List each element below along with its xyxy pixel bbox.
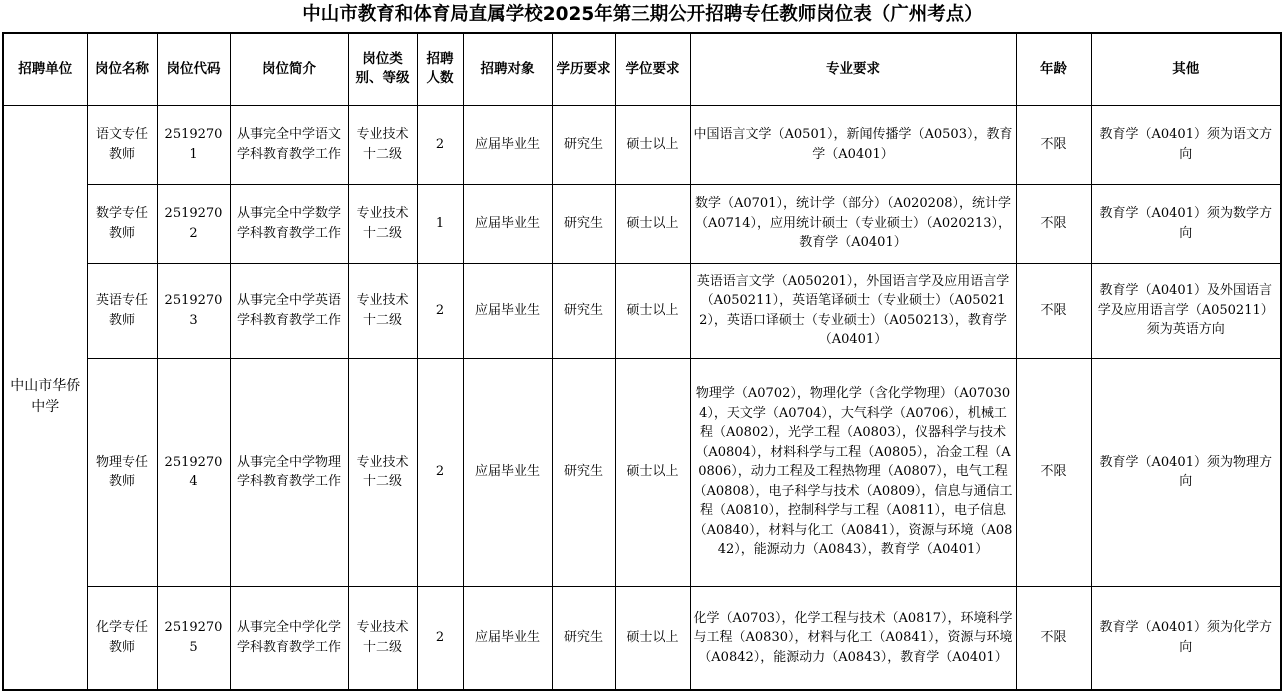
header-position-intro: 岗位简介 [230,33,348,105]
position-code: 25192703 [157,263,230,358]
position-intro: 从事完全中学化学学科教育教学工作 [230,586,348,690]
position-count: 2 [417,105,463,184]
position-other: 教育学（A0401）须为语文方向 [1091,105,1281,184]
unit-cell: 中山市华侨中学 [3,105,87,690]
position-name: 物理专任教师 [87,358,157,586]
header-position-name: 岗位名称 [87,33,157,105]
table-row [3,358,1281,586]
position-count: 1 [417,184,463,263]
position-age: 不限 [1016,358,1091,586]
position-name: 数学专任教师 [87,184,157,263]
position-degree: 硕士以上 [615,263,690,358]
position-other: 教育学（A0401）须为化学方向 [1091,586,1281,690]
position-education: 研究生 [552,358,615,586]
position-category: 专业技术十二级 [348,358,417,586]
job-table [2,32,1282,691]
table-row [3,184,1281,263]
position-target: 应届毕业生 [463,358,552,586]
position-count: 2 [417,263,463,358]
position-intro: 从事完全中学英语学科教育教学工作 [230,263,348,358]
position-count: 2 [417,586,463,690]
header-major: 专业要求 [690,33,1016,105]
position-age: 不限 [1016,105,1091,184]
position-major: 化学（A0703），化学工程与技术（A0817），环境科学与工程（A0830），材料与化工（A0841），资源与环境（A0842），能源动力（A0843），教育学（A0401） [690,586,1016,690]
position-degree: 硕士以上 [615,105,690,184]
header-category-level: 岗位类别、等级 [348,33,417,105]
position-education: 研究生 [552,184,615,263]
header-other: 其他 [1091,33,1281,105]
header-unit: 招聘单位 [3,33,87,105]
position-other: 教育学（A0401）须为数学方向 [1091,184,1281,263]
position-major: 英语语言文学（A050201），外国语言学及应用语言学（A050211），英语笔译硕士（专业硕士）（A050212），英语口译硕士（专业硕士）（A050213），教育学（A0401） [690,263,1016,358]
position-category: 专业技术十二级 [348,263,417,358]
table-row [3,105,1281,184]
position-target: 应届毕业生 [463,263,552,358]
position-name: 语文专任教师 [87,105,157,184]
position-intro: 从事完全中学数学学科教育教学工作 [230,184,348,263]
position-other: 教育学（A0401）及外国语言学及应用语言学（A050211）须为英语方向 [1091,263,1281,358]
page-title: 中山市教育和体育局直属学校2025年第三期公开招聘专任教师岗位表（广州考点） [302,4,983,25]
position-degree: 硕士以上 [615,586,690,690]
position-count: 2 [417,358,463,586]
position-major: 中国语言文学（A0501），新闻传播学（A0503），教育学（A0401） [690,105,1016,184]
position-education: 研究生 [552,586,615,690]
position-degree: 硕士以上 [615,184,690,263]
position-category: 专业技术十二级 [348,184,417,263]
table-row [3,586,1281,690]
position-target: 应届毕业生 [463,184,552,263]
header-position-code: 岗位代码 [157,33,230,105]
position-intro: 从事完全中学物理学科教育教学工作 [230,358,348,586]
position-target: 应届毕业生 [463,586,552,690]
position-code: 25192702 [157,184,230,263]
header-education: 学历要求 [552,33,615,105]
header-degree: 学位要求 [615,33,690,105]
position-category: 专业技术十二级 [348,105,417,184]
position-age: 不限 [1016,263,1091,358]
header-row [3,33,1281,105]
position-code: 25192704 [157,358,230,586]
header-count: 招聘人数 [417,33,463,105]
position-education: 研究生 [552,263,615,358]
header-target: 招聘对象 [463,33,552,105]
position-major: 数学（A0701），统计学（部分）（A020208），统计学（A0714），应用统计硕士（专业硕士）（A020213），教育学（A0401） [690,184,1016,263]
position-name: 英语专任教师 [87,263,157,358]
position-code: 25192701 [157,105,230,184]
position-education: 研究生 [552,105,615,184]
position-major: 物理学（A0702），物理化学（含化学物理）（A070304），天文学（A0704），大气科学（A0706），机械工程（A0802），光学工程（A0803），仪器科学与技术（A0804），材料科学与工程（A0805），冶金工程（A0806），动力工程及工程热物理（A0807），电气工程（A0808），电子科学与技术（A0809），信息与通信工程（A0810），控制科学与工程（A0811），电子信息（A0840），材料与化工（A0841），资源与环境（A0842），能源动力（A0843），教育学（A0401） [690,358,1016,586]
position-degree: 硕士以上 [615,358,690,586]
position-age: 不限 [1016,184,1091,263]
position-intro: 从事完全中学语文学科教育教学工作 [230,105,348,184]
table-row [3,263,1281,358]
header-age: 年龄 [1016,33,1091,105]
position-code: 25192705 [157,586,230,690]
position-age: 不限 [1016,586,1091,690]
position-name: 化学专任教师 [87,586,157,690]
position-other: 教育学（A0401）须为物理方向 [1091,358,1281,586]
position-target: 应届毕业生 [463,105,552,184]
position-category: 专业技术十二级 [348,586,417,690]
